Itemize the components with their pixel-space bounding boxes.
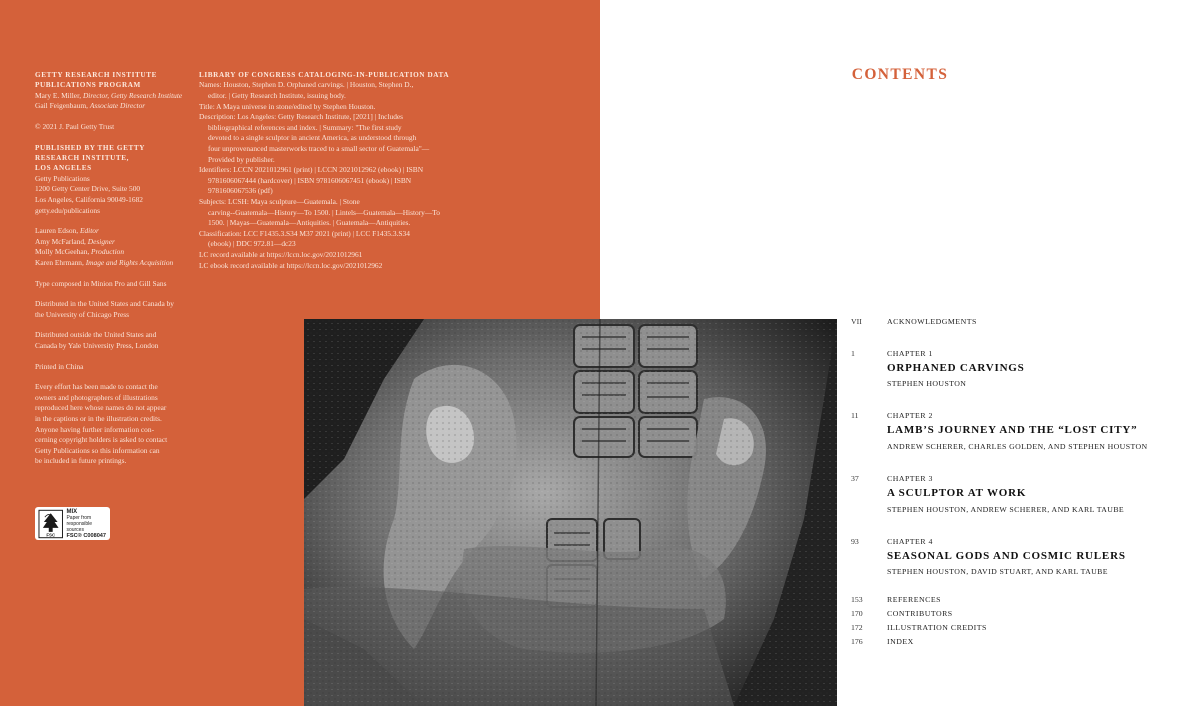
- associate-credit: Gail Feigenbaum, Associate Director: [35, 101, 146, 111]
- toc-page-number: 11: [851, 411, 859, 420]
- rights-notice: Getty Publications so this information can: [35, 445, 160, 455]
- staff-credit: Karen Ehrmann, Image and Rights Acquisition: [35, 257, 174, 267]
- toc-chapter-label: CHAPTER 3: [887, 474, 933, 483]
- rights-notice: Every effort has been made to contact the: [35, 382, 158, 392]
- toc-page-number: VII: [851, 317, 862, 326]
- toc-chapter-authors: STEPHEN HOUSTON, DAVID STUART, AND KARL TAUBE: [887, 567, 1108, 576]
- toc-page-number: 170: [851, 609, 863, 618]
- cip-entry: Description: Los Angeles: Getty Research Institute, [2021] | Includes: [199, 112, 404, 122]
- svg-text:FSC: FSC: [46, 532, 56, 538]
- toc-page-number: 176: [851, 637, 863, 646]
- cip-entry: Identifiers: LCCN 2021012961 (print) | LCCN 2021012962 (ebook) | ISBN: [199, 165, 424, 175]
- toc-chapter-label: CHAPTER 4: [887, 537, 933, 546]
- distribution-note: Distributed in the United States and Canada by: [35, 299, 174, 309]
- distribution-note: Distributed outside the United States and: [35, 330, 157, 340]
- toc-page-number: 37: [851, 474, 859, 483]
- cip-entry: LC ebook record available at https://lccn.loc.gov/2021012962: [199, 260, 383, 270]
- cip-data-column: [199, 70, 459, 271]
- cip-entry: Names: Houston, Stephen D. Orphaned carvings. | Houston, Stephen D.,: [199, 80, 414, 90]
- rights-notice: in the captions or in the illustration credits.: [35, 413, 162, 423]
- toc-entry-illustration-credits: ILLUSTRATION CREDITS: [887, 623, 987, 632]
- fsc-text: responsible sources: [66, 520, 93, 533]
- toc-entry-acknowledgments: ACKNOWLEDGMENTS: [887, 317, 977, 326]
- publication-credits-column: [35, 70, 200, 467]
- fsc-text: Paper from: [66, 514, 92, 521]
- cip-entry: Title: A Maya universe in stone/edited by Stephen Houston.: [199, 101, 376, 111]
- cip-entry: editor. | Getty Research Institute, issuing body.: [208, 91, 346, 100]
- rights-notice: cerning copyright holders is asked to contact: [35, 435, 168, 445]
- toc-chapter-title: SEASONAL GODS AND COSMIC RULERS: [887, 550, 1126, 562]
- rights-notice: be included in future printings.: [35, 456, 127, 466]
- program-heading: GETTY RESEARCH INSTITUTE: [35, 71, 157, 79]
- rights-notice: owners and photographers of illustrations: [35, 392, 158, 402]
- toc-chapter-authors: STEPHEN HOUSTON, ANDREW SCHERER, AND KARL TAUBE: [887, 505, 1125, 514]
- copyright-line: © 2021 J. Paul Getty Trust: [35, 122, 115, 131]
- contents-title: CONTENTS: [851, 66, 949, 83]
- toc-entry-contributors: CONTRIBUTORS: [887, 609, 953, 618]
- fsc-logo: [35, 507, 110, 540]
- toc-chapter-authors: STEPHEN HOUSTON: [887, 379, 967, 388]
- cip-entry: carving--Guatemala—History—To 1500. | Lintels—Guatemala—History—To: [208, 207, 440, 217]
- toc-chapter-title: LAMB’S JOURNEY AND THE “LOST CITY”: [887, 424, 1138, 436]
- distribution-note: Canada by Yale University Press, London: [35, 340, 159, 350]
- cip-entry: 1500. | Mayas—Guatemala—Antiquities. | Guatemala—Antiquities.: [208, 218, 411, 228]
- toc-page-number: 153: [851, 595, 863, 604]
- cip-entry: 9781606067536 (pdf): [208, 186, 273, 196]
- rights-notice: reproduced here whose names do not appear: [35, 403, 167, 413]
- rights-notice: Anyone having further information con-: [35, 424, 155, 434]
- cip-entry: bibliographical references and index. | Summary: "The first study: [208, 122, 402, 132]
- toc-entry-index: INDEX: [887, 637, 914, 646]
- cip-entry: LC record available at https://lccn.loc.gov/2021012961: [199, 249, 363, 259]
- cip-entry: devoted to a single sculptor in ancient America, as understood through: [208, 133, 417, 143]
- toc-chapter-title: ORPHANED CARVINGS: [887, 362, 1025, 374]
- staff-credit: Molly McGeehan, Production: [35, 247, 125, 257]
- address-line: Los Angeles, California 90049-1682: [35, 195, 143, 204]
- cip-entry: Classification: LCC F1435.3.S34 M37 2021 (print) | LCC F1435.3.S34: [199, 228, 410, 238]
- publisher-heading: LOS ANGELES: [35, 164, 92, 173]
- cip-entry: Subjects: LCSH: Maya sculpture—Guatemala. | Stone: [199, 196, 360, 206]
- toc-chapter-label: CHAPTER 2: [887, 411, 933, 420]
- cip-heading: LIBRARY OF CONGRESS CATALOGING-IN-PUBLICATION DATA: [199, 71, 450, 79]
- staff-credit: Lauren Edson, Editor: [35, 226, 99, 236]
- address-line: getty.edu/publications: [35, 205, 100, 215]
- cip-entry: 9781606067444 (hardcover) | ISBN 9781606067451 (ebook) | ISBN: [208, 175, 412, 185]
- program-heading: PUBLICATIONS PROGRAM: [35, 81, 141, 90]
- toc-page-number: 93: [851, 537, 859, 546]
- toc-entry-references: REFERENCES: [887, 595, 941, 604]
- toc-chapter-authors: ANDREW SCHERER, CHARLES GOLDEN, AND STEPHEN HOUSTON: [887, 442, 1148, 451]
- fsc-mix: MIX: [66, 508, 78, 515]
- fsc-tree-icon: [38, 509, 63, 539]
- maya-carving-photo: [304, 319, 837, 706]
- fsc-code: FSC® C008047: [66, 532, 107, 539]
- publisher-heading: RESEARCH INSTITUTE,: [35, 154, 130, 162]
- cip-entry: (ebook) | DDC 972.81—dc23: [208, 239, 296, 249]
- carving-image: [304, 319, 837, 706]
- cip-entry: four unprovenanced masterworks traced to a small sector of Guatemala"—: [208, 143, 430, 153]
- staff-credit: Amy McFarland, Designer: [35, 236, 115, 246]
- director-credit: Mary E. Miller, Director, Getty Research Institute: [35, 90, 183, 100]
- address-line: 1200 Getty Center Drive, Suite 500: [35, 184, 141, 194]
- publisher-heading: PUBLISHED BY THE GETTY: [35, 143, 146, 152]
- typeface-note: Type composed in Minion Pro and Gill Sans: [35, 278, 167, 288]
- address-line: Getty Publications: [35, 173, 90, 183]
- toc-chapter-label: CHAPTER 1: [887, 349, 933, 358]
- toc-chapter-title: A SCULPTOR AT WORK: [887, 487, 1027, 499]
- printed-note: Printed in China: [35, 361, 84, 371]
- toc-page-number: 1: [851, 349, 855, 358]
- distribution-note: the University of Chicago Press: [35, 309, 130, 319]
- cip-entry: Provided by publisher.: [208, 154, 275, 164]
- fsc-label: [66, 509, 110, 539]
- toc-page-number: 172: [851, 623, 863, 632]
